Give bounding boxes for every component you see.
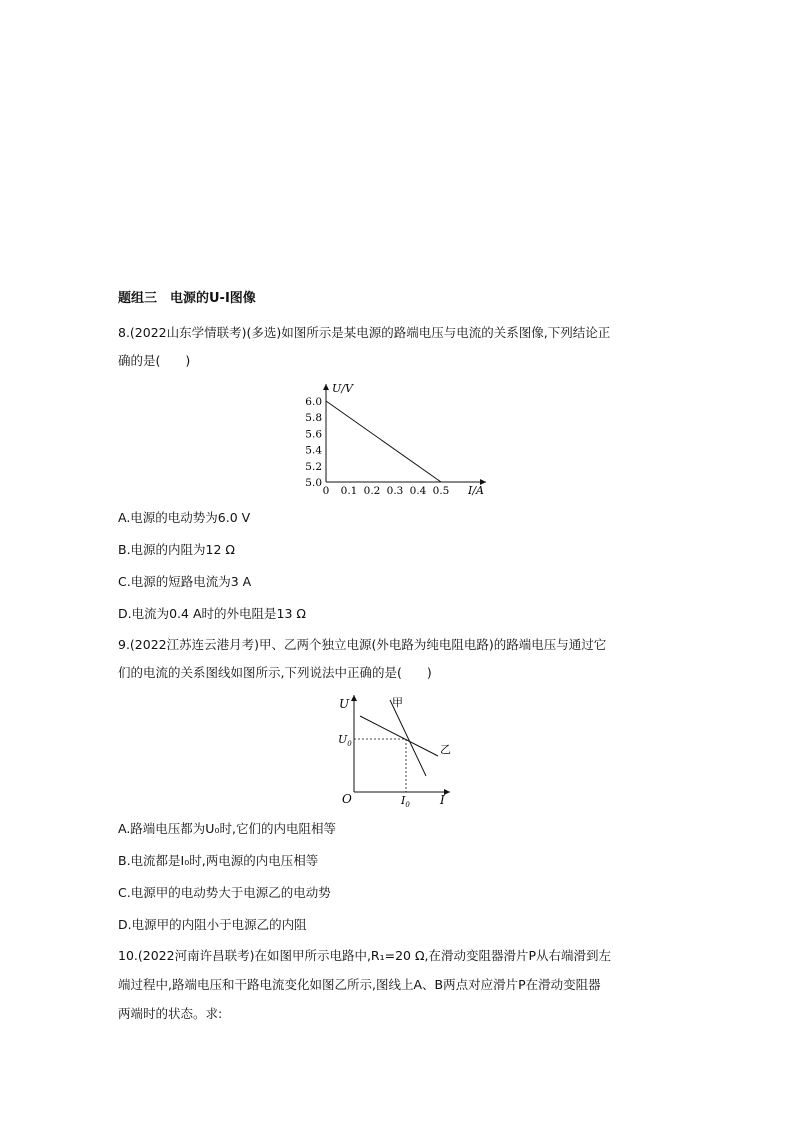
q9-stem-line2: 们的电流的关系图线如图所示,下列说法中正确的是( )	[118, 665, 432, 680]
q9-label-yi: 乙	[440, 743, 451, 756]
q9-y-axis-label: U	[339, 697, 350, 711]
q9-option-c[interactable]: C.电源甲的电动势大于电源乙的电动势	[118, 885, 331, 900]
q8-x-axis-label: I/A	[468, 484, 484, 497]
q8-y-tick-label: 5.4	[305, 444, 322, 457]
q8-y-tick-label: 5.8	[305, 412, 322, 425]
q8-stem-line2: 确的是( )	[118, 353, 191, 368]
q10-stem-line2: 端过程中,路端电压和干路电流变化如图乙所示,图线上A、B两点对应滑片P在滑动变阻器	[118, 977, 601, 992]
q8-option-a[interactable]: A.电源的电动势为6.0 V	[118, 510, 251, 525]
section-title: 题组三 电源的U-I图像	[118, 291, 256, 306]
q9-x-axis-label: I	[440, 793, 445, 807]
q9-line-jia	[390, 700, 426, 776]
q8-y-tick-label: 6.0	[305, 396, 322, 408]
q8-ui-graph	[296, 380, 496, 498]
q9-u0-label: $U_0$	[338, 733, 352, 748]
q9-option-b[interactable]: B.电流都是I₀时,两电源的内电压相等	[118, 853, 319, 868]
q8-option-d[interactable]: D.电流为0.4 A时的外电阻是13 Ω	[118, 606, 306, 621]
q8-option-b[interactable]: B.电源的内阻为12 Ω	[118, 542, 235, 557]
q9-origin-label: O	[342, 792, 352, 806]
q8-stem-line1: 8.(2022山东学情联考)(多选)如图所示是某电源的路端电压与电流的关系图像,下列结论正	[118, 325, 611, 340]
q10-stem-line3: 两端时的状态。求:	[118, 1006, 223, 1021]
q9-stem-line1: 9.(2022江苏连云港月考)甲、乙两个独立电源(外电路为纯电阻电路)的路端电压与通过它	[118, 637, 607, 652]
q8-x-tick-label: 0.3	[386, 485, 404, 497]
q8-data-line	[326, 401, 441, 482]
q9-label-jia: 甲	[392, 696, 403, 709]
q9-option-d[interactable]: D.电源甲的内阻小于电源乙的内阻	[118, 917, 307, 932]
q8-option-c[interactable]: C.电源的短路电流为3 A	[118, 574, 252, 589]
q8-x-tick-label: 0.4	[409, 485, 427, 497]
q9-ui-graph	[334, 692, 464, 812]
q8-y-axis-label: U/V	[332, 382, 353, 395]
q8-y-tick-label: 5.2	[305, 460, 322, 473]
q8-y-tick-label: 5.0	[305, 477, 322, 489]
q8-y-tick-label: 5.6	[305, 428, 322, 441]
q8-x-tick-label: 0.2	[363, 485, 381, 497]
q9-i0-label: $I_0$	[401, 794, 410, 809]
q8-x-tick-label: 0.5	[432, 485, 450, 497]
q9-line-yi	[360, 716, 438, 756]
q10-stem-line1: 10.(2022河南许昌联考)在如图甲所示电路中,R₁=20 Ω,在滑动变阻器滑片P从右端滑到左	[118, 948, 612, 963]
q8-x-tick-label: 0	[322, 485, 330, 497]
q9-option-a[interactable]: A.路端电压都为U₀时,它们的内电阻相等	[118, 821, 336, 836]
q8-x-tick-label: 0.1	[340, 485, 358, 497]
